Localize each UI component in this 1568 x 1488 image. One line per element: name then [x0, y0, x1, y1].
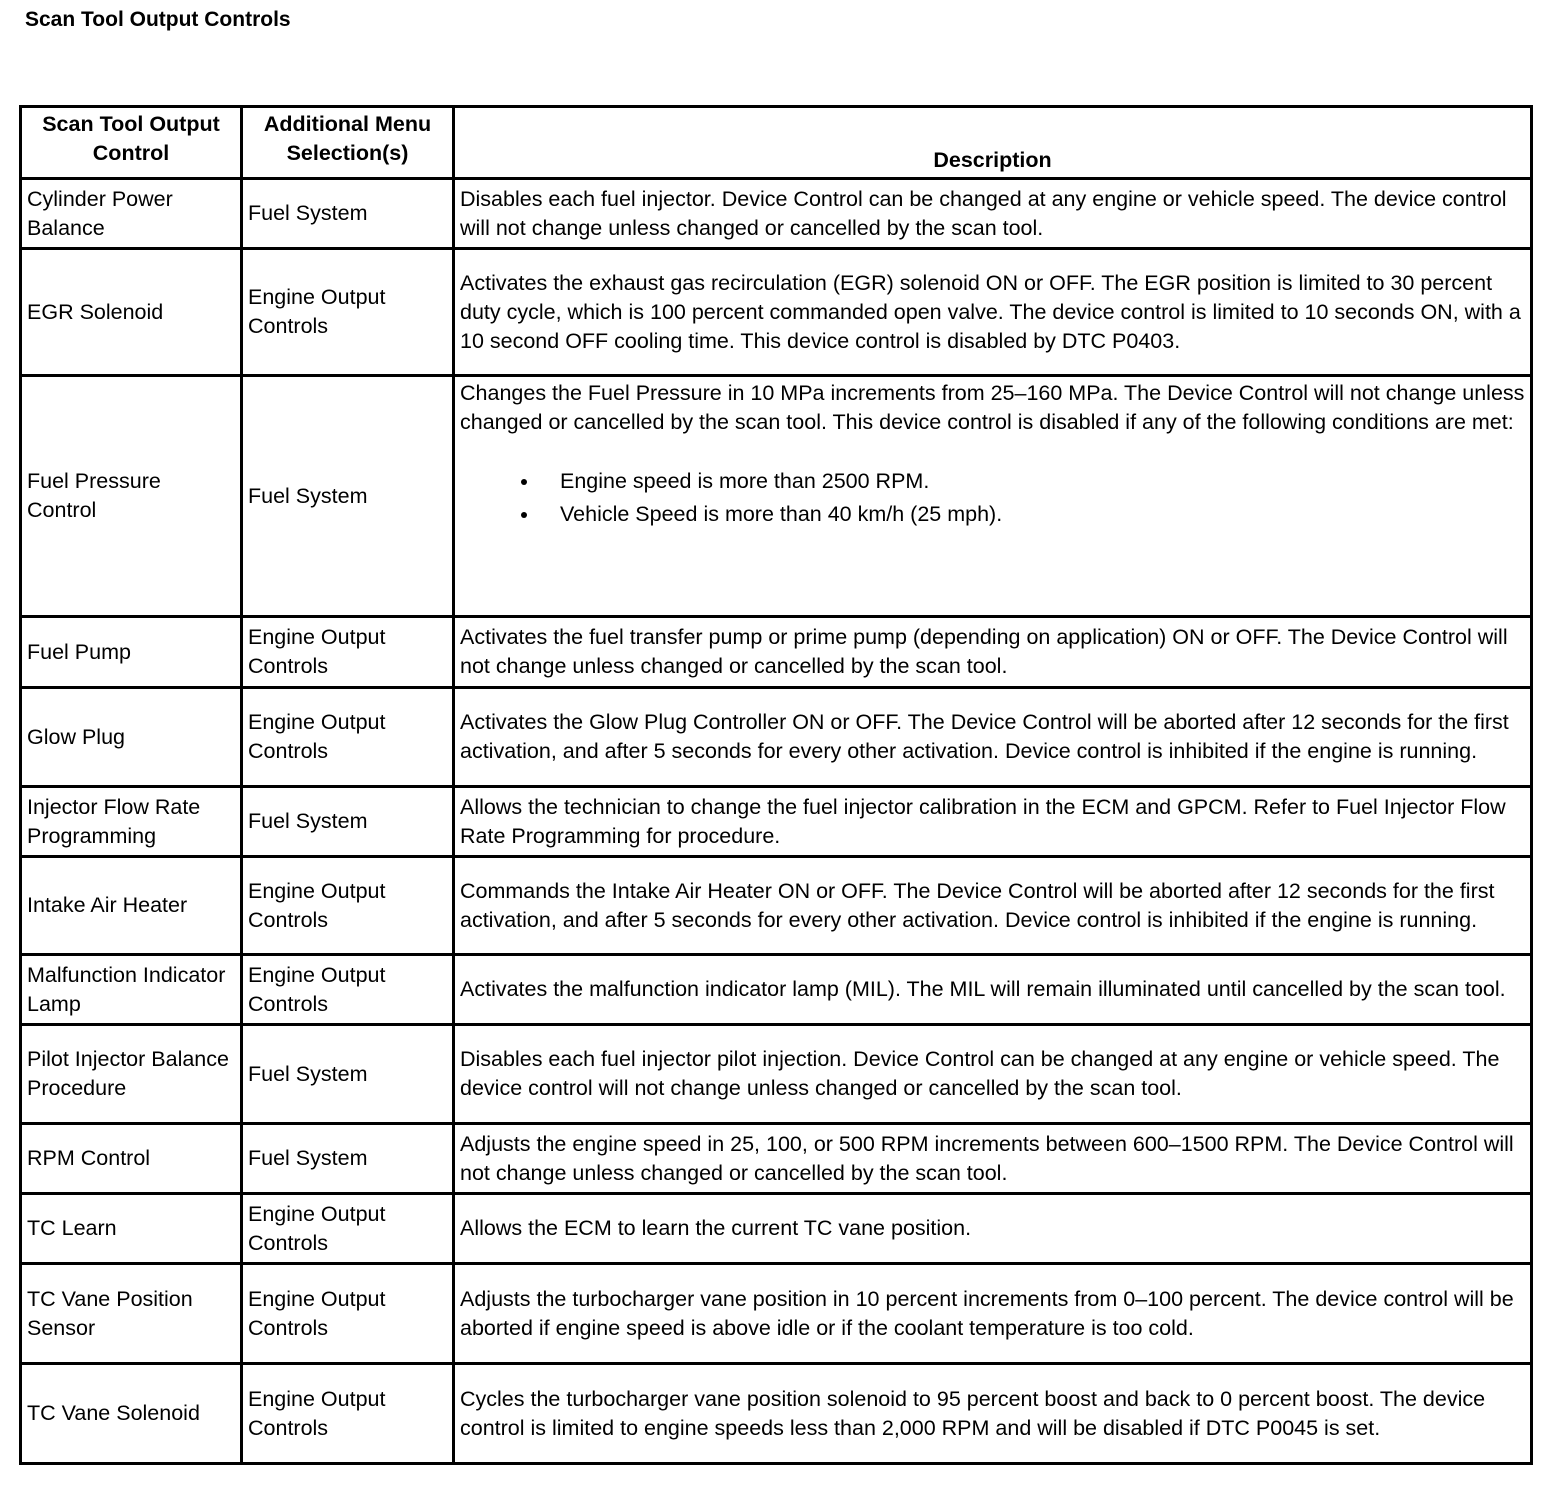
cell-description: [454, 179, 1532, 249]
cell-description: [454, 1194, 1532, 1264]
table-row: [21, 179, 1532, 249]
control-text: Fuel Pump: [27, 639, 131, 664]
cell-control: [21, 1025, 242, 1124]
control-text: Malfunction Indicator Lamp: [27, 962, 226, 1016]
control-text: TC Vane Solenoid: [27, 1401, 200, 1425]
table-row: [21, 955, 1532, 1025]
cell-menu: [242, 1264, 454, 1364]
cell-menu: [242, 1364, 454, 1464]
control-text: Intake Air Heater: [27, 893, 188, 917]
menu-text: Fuel System: [248, 483, 368, 508]
cell-description: [454, 1025, 1532, 1124]
table-row: [21, 857, 1532, 955]
condition-item: • Vehicle Speed is more than 40 km/h (25 mph).: [540, 500, 1525, 529]
cell-description: [454, 1124, 1532, 1194]
cell-menu: [242, 955, 454, 1025]
menu-text: Engine Output Controls: [248, 962, 386, 1016]
description-text: Allows the technician to change the fuel injector calibration in the ECM and GPCM. Refer to Fuel Injector Flow Rate Programming for procedure.: [460, 794, 1506, 848]
cell-menu: [242, 617, 454, 688]
cell-description: [454, 787, 1532, 857]
cell-control: [21, 179, 242, 249]
cell-control: [21, 376, 242, 617]
cell-menu: [242, 1025, 454, 1124]
cell-description: [454, 688, 1532, 787]
control-text: RPM Control: [27, 1146, 151, 1170]
description-text: Disables each fuel injector pilot injection. Device Control can be changed at any engine or vehicle speed. The device control will not change unless changed or cancelled by the scan tool.: [460, 1047, 1500, 1100]
table-row: [21, 1264, 1532, 1364]
table-row: [21, 1364, 1532, 1464]
control-text: Injector Flow Rate Programming: [27, 794, 201, 848]
cell-description: [454, 955, 1532, 1025]
control-text: Fuel Pressure Control: [27, 469, 161, 522]
menu-text: Fuel System: [248, 1146, 368, 1170]
header-row: [21, 107, 1532, 179]
description-text: Commands the Intake Air Heater ON or OFF. The Device Control will be aborted after 12 seconds for the first activation, and after 5 seconds for every other activation. Device control is inhibited if the engine is running.: [460, 878, 1495, 932]
cell-menu: [242, 179, 454, 249]
cell-control: [21, 955, 242, 1025]
table-row: [21, 787, 1532, 857]
menu-text: Engine Output Controls: [248, 625, 386, 678]
output-controls-table: [19, 105, 1533, 1465]
menu-text: Engine Output Controls: [248, 1286, 386, 1340]
cell-control: [21, 1364, 242, 1464]
cell-control: [21, 617, 242, 688]
menu-text: Fuel System: [248, 201, 368, 225]
cell-control: [21, 1194, 242, 1264]
conditions-list: [460, 467, 1525, 529]
cell-menu: [242, 688, 454, 787]
cell-description: [454, 1264, 1532, 1364]
menu-text: Engine Output Controls: [248, 1386, 386, 1440]
description-text: Cycles the turbocharger vane position solenoid to 95 percent boost and back to 0 percent boost. The device control is limited to engine speeds less than 2,000 RPM and will be disabled if DTC P0045 is set.: [460, 1386, 1486, 1440]
menu-text: Engine Output Controls: [248, 285, 386, 338]
control-text: TC Vane Position Sensor: [27, 1286, 193, 1340]
control-text: Pilot Injector Balance Procedure: [27, 1047, 229, 1100]
table-row: [21, 617, 1532, 688]
page-title: Scan Tool Output Controls: [25, 8, 291, 31]
header-description: Description: [454, 107, 1532, 179]
description-text: Activates the exhaust gas recirculation (EGR) solenoid ON or OFF. The EGR position is limited to 30 percent duty cycle, which is 100 percent commanded open valve. The device control is limited to 10 seconds ON, with a 10 second OFF cooling time. This device control is disabled by DTC P0403.: [460, 270, 1521, 353]
cell-control: [21, 249, 242, 376]
table-row: [21, 1194, 1532, 1264]
cell-description: [454, 857, 1532, 955]
cell-description: [454, 376, 1532, 617]
cell-menu: [242, 1124, 454, 1194]
description-text: Allows the ECM to learn the current TC vane position.: [460, 1216, 972, 1240]
cell-description: [454, 617, 1532, 688]
cell-control: [21, 1124, 242, 1194]
header-menu: Additional Menu Selection(s): [242, 107, 454, 179]
table-row: [21, 1124, 1532, 1194]
table-row: [21, 249, 1532, 376]
cell-menu: [242, 1194, 454, 1264]
description-text: Adjusts the turbocharger vane position in 10 percent increments from 0–100 percent. The device control will be aborted if engine speed is above idle or if the coolant temperature is too cold.: [460, 1286, 1514, 1340]
table-row: [21, 1025, 1532, 1124]
control-text: Glow Plug: [27, 724, 125, 749]
menu-text: Engine Output Controls: [248, 878, 386, 932]
cell-control: [21, 688, 242, 787]
description-text: Adjusts the engine speed in 25, 100, or 500 RPM increments between 600–1500 RPM. The Device Control will not change unless changed or cancelled by the scan tool.: [460, 1131, 1514, 1185]
cell-menu: [242, 787, 454, 857]
cell-control: [21, 857, 242, 955]
menu-text: Fuel System: [248, 1061, 368, 1086]
cell-description: [454, 1364, 1532, 1464]
cell-menu: [242, 857, 454, 955]
table-row: [21, 376, 1532, 617]
cell-description: [454, 249, 1532, 376]
control-text: TC Learn: [27, 1216, 117, 1240]
control-text: Cylinder Power Balance: [27, 186, 173, 240]
description-text: Activates the malfunction indicator lamp (MIL). The MIL will remain illuminated until cancelled by the scan tool.: [460, 977, 1506, 1001]
cell-menu: [242, 376, 454, 617]
description-text: Disables each fuel injector. Device Control can be changed at any engine or vehicle speed. The device control will not change unless changed or cancelled by the scan tool.: [460, 186, 1507, 240]
menu-text: Fuel System: [248, 809, 368, 833]
condition-item: • Engine speed is more than 2500 RPM.: [540, 467, 1525, 496]
description-text: Activates the fuel transfer pump or prime pump (depending on application) ON or OFF. The Device Control will not change unless changed or cancelled by the scan tool.: [460, 625, 1508, 678]
cell-control: [21, 1264, 242, 1364]
description-text: Changes the Fuel Pressure in 10 MPa increments from 25–160 MPa. The Device Control will not change unless changed or cancelled by the scan tool. This device control is disabled if any of the following conditions are met:: [460, 381, 1525, 434]
menu-text: Engine Output Controls: [248, 710, 386, 763]
description-text: Activates the Glow Plug Controller ON or OFF. The Device Control will be aborted after 12 seconds for the first activation, and after 5 seconds for every other activation. Device control is inhibited if the engine is running.: [460, 710, 1509, 763]
control-text: EGR Solenoid: [27, 299, 164, 324]
header-control: Scan Tool Output Control: [21, 107, 242, 179]
cell-control: [21, 787, 242, 857]
cell-menu: [242, 249, 454, 376]
table-row: [21, 688, 1532, 787]
menu-text: Engine Output Controls: [248, 1201, 386, 1255]
